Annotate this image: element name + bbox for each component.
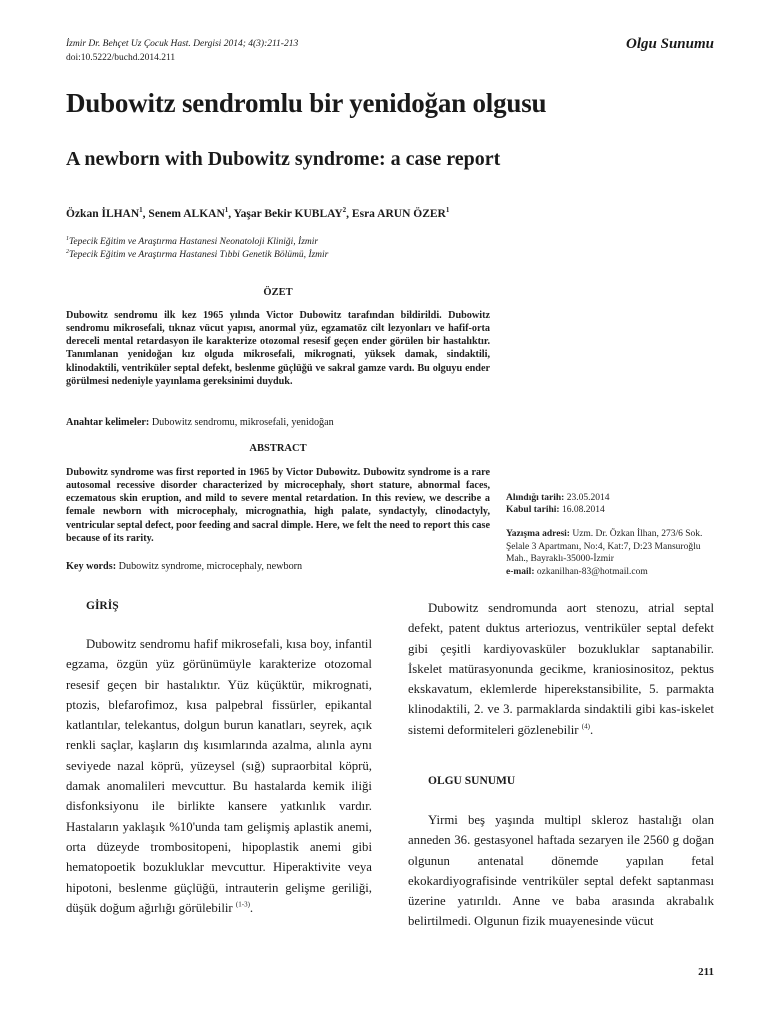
ozet-heading: ÖZET	[263, 287, 293, 298]
olgu-sunumu-heading: OLGU SUNUMU	[428, 775, 516, 787]
title-turkish: Dubowitz sendromlu bir yenidoğan olgusu	[66, 88, 547, 118]
email-label: e-mail:	[506, 567, 535, 578]
correspondence	[506, 528, 746, 579]
correspondence-line: Şelale 3 Apartmanı, No:4, Kat:7, D:23 Mansuroğlu	[506, 541, 701, 552]
affiliation-text: Tepecik Eğitim ve Araştırma Hastanesi Neonatoloji Kliniği, İzmir	[69, 237, 319, 247]
doi: doi:10.5222/buchd.2014.211	[66, 53, 176, 63]
cardio-text: Dubowitz sendromunda aort stenozu, atrial septal defekt, patent duktus arteriozus, ventriküler septal defekt gibi çeşitli kardiyovasküler bozukluklar saptanabilir. İskelet matürasyonunda gecikme, kraniosinositoz, pektus ekskavatum, eklemlerde hiperekstansibilite, 5. parmakta klinodaktili, 2. ve 3. parmaklarda sindaktili gibi kas-iskelet sistemi deformiteleri gözlenebilir	[408, 601, 714, 737]
giris-heading: GİRİŞ	[86, 600, 119, 612]
author-name: Senem ALKAN	[148, 208, 225, 220]
period: .	[249, 900, 254, 915]
giris-body	[66, 634, 372, 918]
received-date	[506, 492, 609, 505]
title-english: A newborn with Dubowitz syndrome: a case report	[66, 148, 501, 170]
accepted-label: Kabul tarihi:	[506, 505, 560, 515]
right-column-para1	[408, 598, 714, 740]
case-report-body	[408, 810, 714, 932]
period: .	[589, 722, 594, 737]
author-name: Yaşar Bekir KUBLAY	[233, 208, 343, 220]
citation: (4)	[581, 722, 590, 731]
accepted-date	[506, 504, 605, 517]
correspondence-line: Mah., Bayraklı-35000-İzmir	[506, 554, 614, 565]
giris-text: Dubowitz sendromu hafif mikrosefali, kısa boy, infantil egzama, özgün yüz görünümüyle karakterize otozomal resesif geçen bir hastalıktır. Yüz küçüktür, mikrognati, ptozis, blefarofimoz, kısa palpebral fissürler, epikantal katlantılar, telekantus, dolgun burun kanatları, seyrek, açık renkli saçlar, kaşların dış kısımlarında azalma, alınla aynı seviyede nazal köprü, yüzeysel (sığ) supraorbital köprü, damak anomalileri mevcuttur. Bu hastalarda kemik iliği disfonksiyonu ile birlikte kansere yatkınlık vardır. Hastaların yaklaşık %10'unda tam gelişmiş aplastik anemi, orta düzeyde trombositopeni, hipoplastik anemi gibi hematopoetik bozukluklar mevcuttur. Hiperaktivite veya hipotoni, beslenme güçlüğü, intrauterin gelişme geriliği, düşük doğum ağırlığı görülebilir	[66, 637, 372, 915]
section-type: Olgu Sunumu	[626, 36, 714, 52]
page-number: 211	[698, 966, 714, 978]
keywords-label: Anahtar kelimeler:	[66, 417, 150, 428]
author-affiliation-mark: 1	[139, 206, 143, 215]
case-text: Yirmi beş yaşında multipl skleroz hastalığı olan anneden 36. gestasyonel haftada sezaryen ile 2560 g doğan olgunun antenatal dönemde yapılan fetal ekokardiyografisinde ventriküler septal defekt saptanması üzerine yatırıldı. Anne ve baba arasında akrabalık belirtilmedi. Olgunun fizik muayenesinde vücut	[408, 813, 714, 929]
affiliation-number: 2	[66, 248, 69, 255]
keywords-label: Key words:	[66, 561, 117, 572]
abstract-heading: ABSTRACT	[249, 443, 307, 454]
keywords-value: Dubowitz syndrome, microcephaly, newborn	[116, 561, 303, 572]
author-affiliation-mark: 2	[342, 206, 347, 215]
ozet-keywords	[66, 417, 334, 428]
author-list: Özkan İLHAN$^1$, Senem ALKAN$^1$, Yaşar Bekir KUBLAY$^2$, Esra ARUN ÖZER$^1$	[66, 206, 450, 220]
correspondence-line: Uzm. Dr. Özkan İlhan, 273/6 Sok.	[569, 529, 703, 539]
author-name: Esra ARUN ÖZER	[351, 208, 446, 220]
author-affiliation-mark: 1	[224, 206, 229, 215]
email-value: ozkanilhan-83@hotmail.com	[534, 567, 648, 578]
ozet-text: Dubowitz sendromu ilk kez 1965 yılında Victor Dubowitz tarafından bildirildi. Dubowitz sendromu mikrosefali, tıknaz vücut yapısı, anormal yüz, egzamatöz cilt lezyonları ve hafif-orta dereceli mental retardasyon ile karakterize otozomal resesif geçen ender görülen bir hastalıktır. Tanımlanan yenidoğan kız olguda mikrosefali, mikrognati, yüksek damak, sindaktili, klinodaktili, ventriküler septal defekt, beslenme güçlüğü ve sakral gamze vardı. Bu olguyu ender görülmesi nedeniyle yayınlama gereksinimi duyduk.	[66, 310, 490, 387]
accepted-value: 16.08.2014	[559, 505, 605, 515]
citation: (1-3)	[235, 900, 250, 909]
keywords-value: Dubowitz sendromu, mikrosefali, yenidoğan	[149, 417, 334, 428]
affiliation-number: 1	[66, 235, 69, 242]
affiliation	[66, 250, 328, 260]
abstract-text: Dubowitz syndrome was first reported in 1965 by Victor Dubowitz. Dubowitz syndrome is a rare autosomal recessive disorder characterized by microcephaly, short stature, abnormal faces, eczematous skin eruption, and mild to severe mental retardation. In this review, we describe a female newborn with microcephaly, micrognathia, high palate, syndactyly, clinodactyly, ventricular septal defect, poor feeding and sacral dimple. Here, we felt the need to report this case because of its rarity.	[66, 467, 490, 544]
received-value: 23.05.2014	[564, 493, 610, 503]
correspondence-label: Yazışma adresi:	[506, 529, 570, 539]
journal-citation: İzmir Dr. Behçet Uz Çocuk Hast. Dergisi 2014; 4(3):211-213	[66, 39, 299, 49]
received-label: Alındığı tarih:	[506, 493, 565, 503]
author-name: Özkan İLHAN	[66, 208, 140, 220]
affiliation-text: Tepecik Eğitim ve Araştırma Hastanesi Tıbbi Genetik Bölümü, İzmir	[69, 250, 329, 260]
affiliation	[66, 237, 318, 247]
abstract-keywords	[66, 561, 302, 572]
author-affiliation-mark: 1	[445, 206, 450, 215]
